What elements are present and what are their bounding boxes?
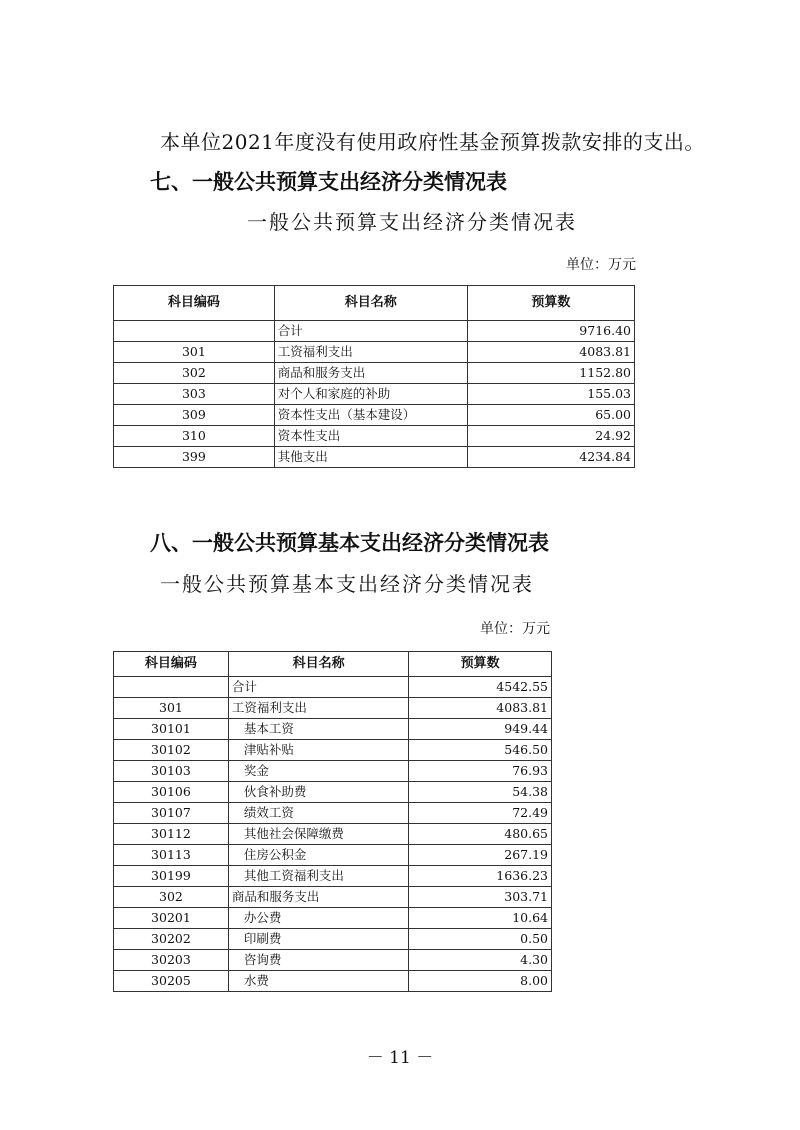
amount-cell: 76.93 <box>409 761 552 782</box>
table-row <box>114 866 552 887</box>
code-cell: 303 <box>114 384 275 405</box>
table-row <box>114 384 635 405</box>
code-cell: 302 <box>114 363 275 384</box>
table-row <box>114 363 635 384</box>
table-row <box>114 405 635 426</box>
name-cell: 对个人和家庭的补助 <box>274 384 467 405</box>
code-cell: 30205 <box>114 971 229 992</box>
column-header-amount: 预算数 <box>467 286 634 321</box>
table-row <box>114 698 552 719</box>
amount-cell: 1152.80 <box>467 363 634 384</box>
amount-cell: 10.64 <box>409 908 552 929</box>
amount-cell: 546.50 <box>409 740 552 761</box>
name-cell: 住房公积金 <box>228 845 409 866</box>
table-row <box>114 824 552 845</box>
table-row <box>114 740 552 761</box>
section7-heading: 七、一般公共预算支出经济分类情况表 <box>150 170 507 194</box>
amount-cell: 72.49 <box>409 803 552 824</box>
amount-cell: 949.44 <box>409 719 552 740</box>
name-cell: 商品和服务支出 <box>228 887 409 908</box>
table-row <box>114 845 552 866</box>
section8-heading: 八、一般公共预算基本支出经济分类情况表 <box>150 531 549 555</box>
table-header-row <box>114 652 552 677</box>
code-cell: 301 <box>114 342 275 363</box>
table-row <box>114 719 552 740</box>
code-cell: 30203 <box>114 950 229 971</box>
section8-unit-label: 单位：万元 <box>480 621 550 637</box>
name-cell: 伙食补助费 <box>228 782 409 803</box>
table-row <box>114 908 552 929</box>
amount-cell: 480.65 <box>409 824 552 845</box>
section7-table <box>113 285 635 468</box>
section8-table <box>113 651 552 992</box>
table-row <box>114 447 635 468</box>
table-row <box>114 761 552 782</box>
amount-cell: 303.71 <box>409 887 552 908</box>
name-cell: 合计 <box>274 321 467 342</box>
table-row <box>114 803 552 824</box>
code-cell: 30199 <box>114 866 229 887</box>
section8-table-title: 一般公共预算基本支出经济分类情况表 <box>160 572 534 596</box>
name-cell: 办公费 <box>228 908 409 929</box>
amount-cell: 4083.81 <box>467 342 634 363</box>
name-cell: 绩效工资 <box>228 803 409 824</box>
name-cell: 其他工资福利支出 <box>228 866 409 887</box>
code-cell: 30103 <box>114 761 229 782</box>
amount-cell: 1636.23 <box>409 866 552 887</box>
code-cell: 30102 <box>114 740 229 761</box>
name-cell: 水费 <box>228 971 409 992</box>
column-header-code: 科目编码 <box>114 652 229 677</box>
code-cell: 30107 <box>114 803 229 824</box>
table-row <box>114 782 552 803</box>
amount-cell: 8.00 <box>409 971 552 992</box>
code-cell: 302 <box>114 887 229 908</box>
name-cell: 津贴补贴 <box>228 740 409 761</box>
table-row <box>114 342 635 363</box>
table-row <box>114 929 552 950</box>
name-cell: 资本性支出 <box>274 426 467 447</box>
section7-unit-label: 单位：万元 <box>566 257 636 273</box>
table-row <box>114 321 635 342</box>
column-header-name: 科目名称 <box>228 652 409 677</box>
code-cell <box>114 677 229 698</box>
amount-cell: 9716.40 <box>467 321 634 342</box>
amount-cell: 24.92 <box>467 426 634 447</box>
column-header-amount: 预算数 <box>409 652 552 677</box>
table-row <box>114 426 635 447</box>
table-row <box>114 971 552 992</box>
column-header-code: 科目编码 <box>114 286 275 321</box>
column-header-name: 科目名称 <box>274 286 467 321</box>
table-row <box>114 950 552 971</box>
name-cell: 其他社会保障缴费 <box>228 824 409 845</box>
code-cell: 310 <box>114 426 275 447</box>
code-cell <box>114 321 275 342</box>
name-cell: 其他支出 <box>274 447 467 468</box>
amount-cell: 4542.55 <box>409 677 552 698</box>
code-cell: 30106 <box>114 782 229 803</box>
name-cell: 合计 <box>228 677 409 698</box>
name-cell: 资本性支出（基本建设） <box>274 405 467 426</box>
table-header-row <box>114 286 635 321</box>
code-cell: 30113 <box>114 845 229 866</box>
name-cell: 咨询费 <box>228 950 409 971</box>
amount-cell: 54.38 <box>409 782 552 803</box>
code-cell: 301 <box>114 698 229 719</box>
code-cell: 309 <box>114 405 275 426</box>
amount-cell: 4.30 <box>409 950 552 971</box>
name-cell: 工资福利支出 <box>228 698 409 719</box>
name-cell: 商品和服务支出 <box>274 363 467 384</box>
amount-cell: 4083.81 <box>409 698 552 719</box>
name-cell: 奖金 <box>228 761 409 782</box>
name-cell: 印刷费 <box>228 929 409 950</box>
code-cell: 30202 <box>114 929 229 950</box>
intro-paragraph: 本单位2021年度没有使用政府性基金预算拨款安排的支出。 <box>160 130 705 154</box>
table-row <box>114 677 552 698</box>
table-row <box>114 887 552 908</box>
amount-cell: 65.00 <box>467 405 634 426</box>
code-cell: 30201 <box>114 908 229 929</box>
amount-cell: 0.50 <box>409 929 552 950</box>
amount-cell: 4234.84 <box>467 447 634 468</box>
name-cell: 基本工资 <box>228 719 409 740</box>
section7-table-title: 一般公共预算支出经济分类情况表 <box>247 210 577 234</box>
code-cell: 30101 <box>114 719 229 740</box>
page-number: － 11 － <box>366 1048 434 1068</box>
amount-cell: 267.19 <box>409 845 552 866</box>
code-cell: 399 <box>114 447 275 468</box>
name-cell: 工资福利支出 <box>274 342 467 363</box>
code-cell: 30112 <box>114 824 229 845</box>
amount-cell: 155.03 <box>467 384 634 405</box>
